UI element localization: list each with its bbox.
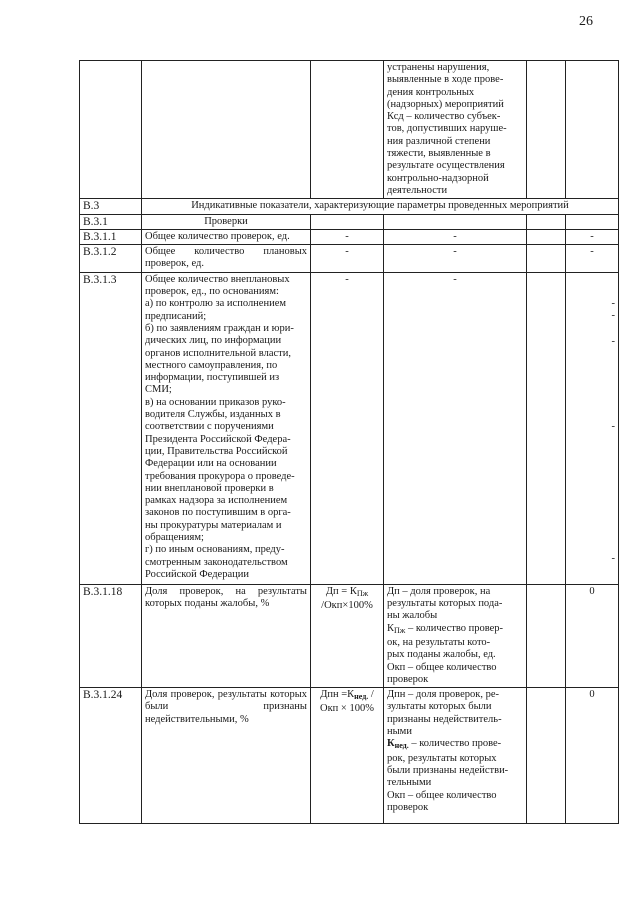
description-cell: устранены нарушения, выявленные в ходе прове- дения контрольных (надзорных) мероприятий Ксд – количество субъек- тов, допустивших наруше- ния различной степени тяжести, выявленные в результате осуществления контрольно-надзорной деятельности <box>384 61 527 199</box>
empty-cell <box>311 214 384 229</box>
empty-cell <box>566 214 619 229</box>
description-cell: Дпн – доля проверок, ре- зультаты которых были признаны недействитель- ными $К_{нед.}$ – количество прове- рок, результаты которых были признаны недействи- тельными Окп – общее количество проверок <box>384 688 527 824</box>
row-name: Общее количество проверок, ед. <box>142 229 311 244</box>
row-name: Проверки <box>142 214 311 229</box>
description-cell: Дп – доля проверок, на результаты которых пода- ны жалобы $К_{Пж}$ – количество провер- ок, на результаты кото- рых поданы жалобы, ед. Окп – общее количество проверок <box>384 584 527 687</box>
section-row <box>80 199 619 214</box>
formula-cell: Дпн $=К_{нед.}$ / Окп × 100% <box>311 688 384 824</box>
table-row <box>80 272 619 584</box>
table-row <box>80 214 619 229</box>
dash-mark: - <box>384 229 527 244</box>
empty-cell <box>384 214 527 229</box>
table-row <box>80 584 619 687</box>
dash-mark: - <box>384 272 527 584</box>
row-name: Общее количество внеплановых проверок, ед., по основаниям: а) по контролю за исполнением предписаний; б) по заявлениям граждан и юри- дических лиц, по информации органов исполнительной власти, местного самоуправления, по информации, поступившей из СМИ; в) на основании приказов руко- водителя Службы, изданных в соответствии с поручениями Президента Российской Федера- ции, Правительства Российской Федерации или на основании требования прокурора о проведе- нии внеплановой проверки в рамках надзора за исполнением законов по поступившим в орга- ны прокуратуры материалам и обращениям; г) по иным основаниям, преду- смотренным законодательством Российской Федерации <box>142 272 311 584</box>
dash-mark: - <box>611 336 615 348</box>
name-cell <box>142 61 311 199</box>
empty-cell <box>527 584 566 687</box>
formula-cell <box>311 61 384 199</box>
row-name: Доля проверок, результаты которых были признаны недействительными, % <box>142 688 311 824</box>
row-code: В.3.1.3 <box>80 272 142 584</box>
row-code: В.3.1.2 <box>80 245 142 273</box>
row-code: В.3.1.1 <box>80 229 142 244</box>
dash-mark: - <box>384 245 527 273</box>
dash-mark: - <box>311 229 384 244</box>
dash-mark: - <box>611 297 615 309</box>
dash-mark: - <box>611 552 615 564</box>
empty-cell <box>527 272 566 584</box>
table-row <box>80 61 619 199</box>
dash-mark: - <box>611 310 615 322</box>
row-name: Доля проверок, на результаты которых поданы жалобы, % <box>142 584 311 687</box>
dash-column <box>566 272 619 584</box>
row-code: В.3.1 <box>80 214 142 229</box>
value-cell: 0 <box>566 688 619 824</box>
page-number: 26 <box>579 14 593 29</box>
row-name: Общее количество плановых проверок, ед. <box>142 245 311 273</box>
dash-mark: - <box>311 272 384 584</box>
code-cell <box>80 61 142 199</box>
empty-cell <box>527 229 566 244</box>
empty-cell <box>527 61 566 199</box>
dash-mark: - <box>566 245 619 273</box>
empty-cell <box>527 688 566 824</box>
empty-cell <box>527 245 566 273</box>
formula-cell: Дп = $К_{Пж}$ /Окп×100% <box>311 584 384 687</box>
table-row <box>80 688 619 824</box>
section-code: В.3 <box>80 199 142 214</box>
indicators-table <box>79 60 619 824</box>
table-row <box>80 245 619 273</box>
dash-mark: - <box>311 245 384 273</box>
empty-cell <box>566 61 619 199</box>
row-code: В.3.1.18 <box>80 584 142 687</box>
row-code: В.3.1.24 <box>80 688 142 824</box>
empty-cell <box>527 214 566 229</box>
dash-mark: - <box>611 420 615 432</box>
table-row <box>80 229 619 244</box>
section-title: Индикативные показатели, характеризующие параметры проведенных мероприятий <box>142 199 619 214</box>
value-cell: 0 <box>566 584 619 687</box>
dash-mark: - <box>566 229 619 244</box>
